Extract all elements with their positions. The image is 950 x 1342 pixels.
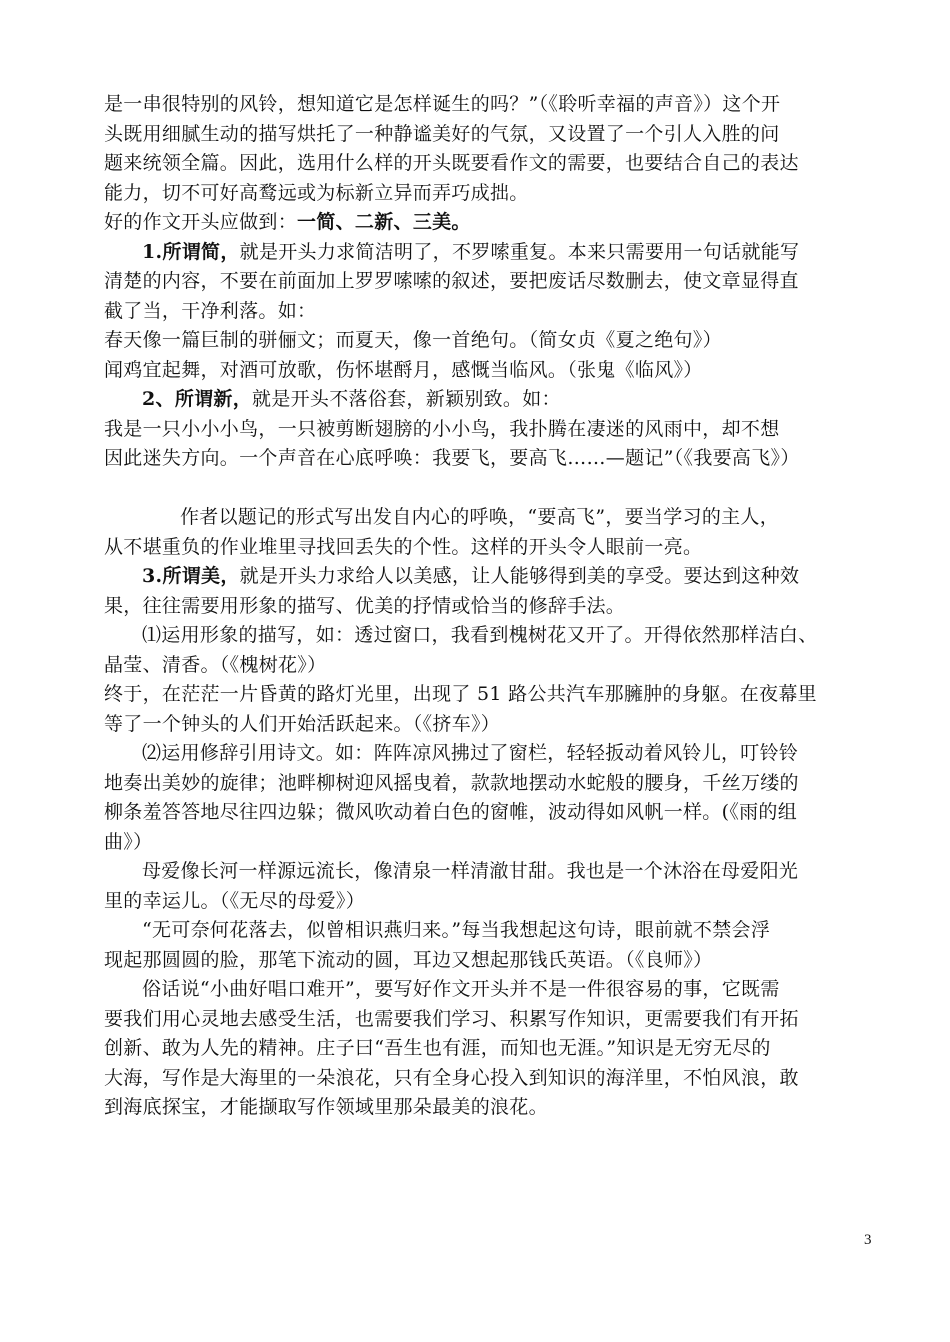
item-line: 曲》）: [104, 830, 153, 853]
simple-heading-line: [104, 238, 874, 268]
example-line: 母爱像长河一样源远流长，像清泉一样清澈甘甜。我也是一个沐浴在母爱阳光: [142, 860, 799, 882]
text-line: 题来统领全篇。因此，选用什么样的开头既要看作文的需要，也要结合自己的表达: [104, 152, 799, 174]
page-content: [104, 90, 874, 1123]
item-line: ⑵运用修辞引用诗文。如：阵阵凉风拂过了窗栏，轻轻扳动着风铃儿，叮铃铃: [142, 742, 799, 764]
summary-bold: 一简、二新、三美。: [297, 211, 471, 233]
text-line: 截了当，干净利落。如：: [104, 299, 317, 322]
beauty-heading: 3.所谓美，: [142, 565, 240, 587]
conclusion-line: 大海，写作是大海里的一朵浪花，只有全身心投入到知识的海洋里，不怕风浪，敢: [104, 1066, 799, 1089]
conclusion-line: 到海底探宝，才能撷取写作领域里那朵最美的浪花。: [104, 1096, 548, 1118]
example-line: 我是一只小小小鸟，一只被剪断翅膀的小小鸟，我扑腾在凄迷的风雨中，却不想: [104, 417, 780, 440]
text-line: 清楚的内容，不要在前面加上罗罗嗦嗦的叙述，要把废话尽数删去，使文章显得直: [104, 270, 799, 292]
item-line: 晶莹、清香。（《槐树花》）: [104, 653, 327, 676]
text-line: 头既用细腻生动的描写烘托了一种静谧美好的气氛，又设置了一个引人入胜的问: [104, 122, 780, 145]
page-number: 3: [864, 1232, 872, 1248]
new-heading-line: [104, 385, 874, 415]
example-line: 等了一个钟头的人们开始活跃起来。（《挤车》）: [104, 712, 501, 735]
example-line: 因此迷失方向。一个声音在心底呼唤：我要飞，要高飞……—题记”（《我要高飞》）: [104, 447, 800, 469]
simple-text: 就是开头力求简洁明了，不罗嗦重复。本来只需要用一句话就能写: [239, 240, 800, 263]
summary-prefix: 好的作文开头应做到：: [104, 211, 298, 233]
comment-line: 作者以题记的形式写出发自内心的呼唤，“要高飞”，要当学习的主人，: [180, 506, 780, 528]
simple-heading: 1.所谓简，: [142, 240, 240, 263]
example-line: 春天像一篇巨制的骈俪文；而夏天，像一首绝句。（简女贞《夏之绝句》）: [104, 329, 722, 351]
conclusion-line: 俗话说“小曲好唱口难开”，要写好作文开头并不是一件很容易的事，它既需: [142, 978, 780, 1000]
item-line: 柳条羞答答地尽往四边躲；微风吹动着白色的窗帷，波动得如风帆一样。(《雨的组: [104, 801, 798, 823]
example-line: 终于，在茫茫一片昏黄的路灯光里，出现了 51 路公共汽车那臃肿的身躯。在夜幕里: [104, 683, 817, 705]
beauty-heading-line: [104, 562, 874, 592]
summary-line: [104, 208, 874, 238]
text-line: 能力，切不可好高鹜远或为标新立异而弄巧成拙。: [104, 181, 529, 204]
example-line: 里的幸运儿。（《无尽的母爱》）: [104, 889, 366, 912]
conclusion-line: 创新、敢为人先的精神。庄子曰“吾生也有涯，而知也无涯。”知识是无穷无尽的: [104, 1037, 771, 1059]
text-line: 是一串很特别的风铃，想知道它是怎样诞生的吗？”（《聆听幸福的声音》）这个开: [104, 93, 781, 115]
text-line: 果，往往需要用形象的描写、优美的抒情或恰当的修辞手法。: [104, 594, 626, 617]
comment-line: 从不堪重负的作业堆里寻找回丢失的个性。这样的开头令人眼前一亮。: [104, 535, 703, 558]
conclusion-line: 要我们用心灵地去感受生活，也需要我们学习、积累写作知识，更需要我们有开拓: [104, 1007, 799, 1030]
example-line: “无可奈何花落去，似曾相识燕归来。”每当我想起这句诗，眼前就不禁会浮: [142, 919, 771, 941]
item-line: 地奏出美妙的旋律；池畔柳树迎风摇曳着，款款地摆动水蛇般的腰身，千丝万缕的: [104, 771, 799, 794]
new-heading: 2、所谓新，: [142, 388, 253, 410]
blank-line: [104, 474, 874, 504]
new-text: 就是开头不落俗套，新颖别致。如：: [252, 388, 561, 410]
example-line: 现起那圆圆的脸，那笔下流动的圆，耳边又想起那钱氏英语。（《良师》）: [104, 948, 713, 971]
item-line: ⑴运用形象的描写，如：透过窗口，我看到槐树花又开了。开得依然那样洁白、: [142, 624, 818, 646]
beauty-text: 就是开头力求给人以美感，让人能够得到美的享受。要达到这种效: [239, 565, 800, 587]
example-line: 闻鸡宜起舞，对酒可放歌，伤怀堪酹月，感慨当临风。（张鬼《临风》）: [104, 358, 703, 381]
